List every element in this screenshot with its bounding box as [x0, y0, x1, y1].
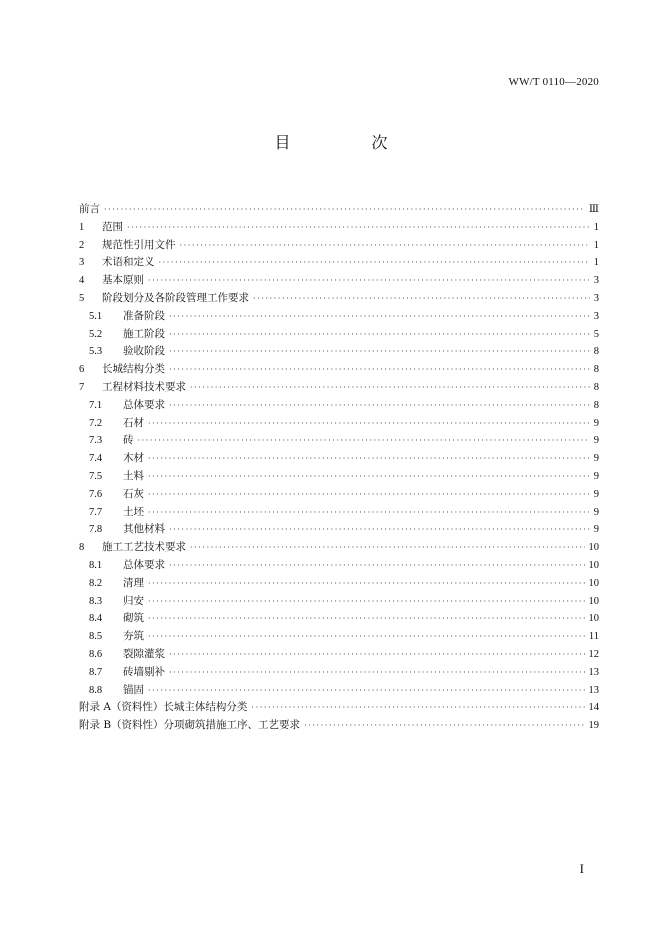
- toc-entry[interactable]: [79, 593, 599, 611]
- toc-entry-label: 总体要求: [123, 398, 165, 411]
- toc-entry-page: 11: [588, 631, 599, 643]
- toc-entry-label: 准备阶段: [123, 309, 165, 322]
- toc-entry-label: 施工工艺技术要求: [102, 541, 186, 554]
- table-of-contents: [79, 201, 599, 735]
- toc-leader-dots: [148, 593, 585, 611]
- toc-entry-number: 1: [79, 221, 85, 233]
- toc-entry[interactable]: [79, 237, 599, 255]
- toc-entry-label: 土坯: [123, 505, 144, 518]
- toc-entry[interactable]: [79, 343, 599, 361]
- toc-entry-number: 7.6: [89, 488, 103, 500]
- toc-entry[interactable]: [79, 397, 599, 415]
- toc-entry-label: 附录 B（资料性）分项砌筑措施工序、工艺要求: [79, 719, 301, 732]
- toc-entry-number: 6: [79, 364, 85, 376]
- toc-leader-dots: [148, 628, 585, 646]
- toc-entry[interactable]: [79, 699, 599, 717]
- toc-entry-label: 长城结构分类: [102, 363, 165, 376]
- toc-entry-label: 验收阶段: [123, 345, 165, 358]
- toc-entry-number: 7: [79, 381, 85, 393]
- toc-leader-dots: [127, 219, 590, 237]
- page-title: 目 次: [274, 133, 426, 152]
- toc-entry-label: 范围: [102, 220, 123, 233]
- toc-leader-dots: [148, 415, 590, 433]
- toc-entry-page: 9: [593, 417, 599, 429]
- toc-entry-page: 5: [593, 328, 599, 340]
- toc-entry-label: 其他材料: [123, 523, 165, 536]
- toc-entry[interactable]: [79, 486, 599, 504]
- toc-leader-dots: [148, 575, 585, 593]
- toc-entry[interactable]: [79, 326, 599, 344]
- toc-entry-number: 8.3: [89, 595, 103, 607]
- toc-entry[interactable]: [79, 201, 599, 219]
- toc-entry-page: 9: [593, 506, 599, 518]
- toc-entry-page: 8: [593, 364, 599, 376]
- toc-entry-number: 8.1: [89, 559, 103, 571]
- toc-leader-dots: [169, 308, 590, 326]
- toc-entry-number: 7.3: [89, 435, 103, 447]
- toc-entry[interactable]: [79, 575, 599, 593]
- toc-leader-dots: [169, 397, 590, 415]
- toc-entry-label: 附录 A（资料性）长城主体结构分类: [79, 701, 248, 714]
- toc-entry-page: 10: [588, 613, 599, 625]
- toc-entry-number: 7.8: [89, 524, 103, 536]
- toc-entry-page: 19: [588, 720, 599, 732]
- toc-entry-page: 10: [588, 595, 599, 607]
- toc-leader-dots: [148, 450, 590, 468]
- toc-leader-dots: [304, 717, 584, 735]
- toc-entry-page: 10: [588, 542, 599, 554]
- toc-entry-page: 3: [593, 275, 599, 287]
- toc-entry[interactable]: [79, 219, 599, 237]
- toc-entry-label: 前言: [79, 203, 100, 215]
- toc-entry-number: 8.5: [89, 631, 103, 643]
- toc-entry[interactable]: [79, 664, 599, 682]
- toc-entry-label: 施工阶段: [123, 327, 165, 340]
- toc-leader-dots: [148, 504, 590, 522]
- toc-entry-label: 术语和定义: [102, 256, 155, 269]
- toc-entry-label: 裂隙灌浆: [123, 647, 165, 660]
- toc-leader-dots: [169, 557, 585, 575]
- toc-entry-page: 9: [593, 470, 599, 482]
- toc-entry-number: 7.5: [89, 470, 103, 482]
- toc-entry[interactable]: [79, 682, 599, 700]
- toc-entry-label: 砖: [123, 434, 134, 447]
- toc-entry-number: 8: [79, 542, 85, 554]
- toc-entry-label: 工程材料技术要求: [102, 380, 186, 393]
- toc-entry-page: 8: [593, 399, 599, 411]
- toc-entry-page: 3: [593, 292, 599, 304]
- toc-entry[interactable]: [79, 415, 599, 433]
- toc-entry-page: 14: [588, 702, 599, 714]
- toc-entry[interactable]: [79, 308, 599, 326]
- toc-leader-dots: [148, 682, 585, 700]
- toc-leader-dots: [169, 361, 590, 379]
- toc-entry-label: 阶段划分及各阶段管理工作要求: [102, 291, 249, 304]
- toc-entry-page: 8: [593, 381, 599, 393]
- toc-leader-dots: [190, 539, 585, 557]
- toc-entry-label: 总体要求: [123, 558, 165, 571]
- toc-entry-page: 10: [588, 559, 599, 571]
- toc-entry-page: 12: [588, 648, 599, 660]
- toc-entry-page: 1: [593, 257, 599, 269]
- toc-entry-page: 1: [593, 221, 599, 233]
- toc-entry-number: 8.4: [89, 613, 103, 625]
- toc-leader-dots: [169, 326, 590, 344]
- toc-entry-label: 基本原则: [102, 274, 144, 287]
- toc-leader-dots: [104, 201, 585, 219]
- toc-entry-page: 9: [593, 435, 599, 447]
- toc-entry[interactable]: [79, 361, 599, 379]
- toc-entry-number: 7.4: [89, 453, 103, 465]
- toc-entry[interactable]: [79, 539, 599, 557]
- toc-entry[interactable]: [79, 379, 599, 397]
- toc-entry-number: 5.2: [89, 328, 103, 340]
- toc-leader-dots: [159, 254, 590, 272]
- toc-leader-dots: [253, 290, 590, 308]
- toc-entry[interactable]: [79, 450, 599, 468]
- toc-entry-number: 3: [79, 257, 85, 269]
- toc-entry-label: 清理: [123, 576, 144, 589]
- toc-entry-label: 石材: [123, 416, 144, 429]
- toc-entry-label: 石灰: [123, 487, 144, 500]
- toc-entry-label: 砌筑: [123, 612, 144, 625]
- toc-entry[interactable]: [79, 610, 599, 628]
- toc-entry-number: 7.2: [89, 417, 103, 429]
- toc-leader-dots: [169, 664, 585, 682]
- toc-leader-dots: [190, 379, 590, 397]
- toc-entry-page: 13: [588, 666, 599, 678]
- toc-entry-label: 规范性引用文件: [102, 238, 176, 251]
- toc-entry[interactable]: [79, 432, 599, 450]
- toc-entry-number: 5.1: [89, 310, 103, 322]
- toc-entry-label: 归安: [123, 594, 144, 607]
- toc-entry[interactable]: [79, 628, 599, 646]
- toc-leader-dots: [148, 468, 590, 486]
- toc-entry-number: 8.7: [89, 666, 103, 678]
- toc-leader-dots: [138, 432, 590, 450]
- toc-entry-number: 5.3: [89, 346, 103, 358]
- toc-entry-page: 9: [593, 524, 599, 536]
- toc-entry-page: Ⅲ: [588, 204, 599, 215]
- toc-leader-dots: [180, 237, 590, 255]
- toc-leader-dots: [169, 646, 585, 664]
- toc-leader-dots: [148, 272, 590, 290]
- toc-leader-dots: [148, 486, 590, 504]
- toc-leader-dots: [148, 610, 585, 628]
- toc-entry[interactable]: [79, 717, 599, 735]
- toc-entry-number: 2: [79, 239, 85, 251]
- toc-entry[interactable]: [79, 521, 599, 539]
- toc-entry-page: 8: [593, 346, 599, 358]
- toc-entry[interactable]: [79, 557, 599, 575]
- toc-leader-dots: [251, 699, 584, 717]
- toc-entry-page: 13: [588, 684, 599, 696]
- toc-entry-number: 7.1: [89, 399, 103, 411]
- toc-entry-number: 8.2: [89, 577, 103, 589]
- toc-entry[interactable]: [79, 468, 599, 486]
- toc-entry-label: 锚固: [123, 683, 144, 696]
- toc-entry-number: 8.8: [89, 684, 103, 696]
- toc-entry-number: 5: [79, 292, 85, 304]
- toc-entry-page: 9: [593, 453, 599, 465]
- toc-entry[interactable]: [79, 272, 599, 290]
- standard-code: WW/T 0110—2020: [508, 76, 599, 88]
- toc-entry-label: 夯筑: [123, 630, 144, 643]
- toc-entry[interactable]: [79, 254, 599, 272]
- toc-entry-label: 土料: [123, 469, 144, 482]
- toc-entry-page: 3: [593, 310, 599, 322]
- toc-entry-page: 9: [593, 488, 599, 500]
- toc-entry-page: 1: [593, 239, 599, 251]
- toc-entry-number: 7.7: [89, 506, 103, 518]
- toc-entry-label: 砖墙剔补: [123, 665, 165, 678]
- toc-entry[interactable]: [79, 290, 599, 308]
- toc-entry-number: 8.6: [89, 648, 103, 660]
- toc-entry[interactable]: [79, 504, 599, 522]
- toc-leader-dots: [169, 521, 590, 539]
- toc-entry[interactable]: [79, 646, 599, 664]
- toc-entry-number: 4: [79, 275, 85, 287]
- toc-leader-dots: [169, 343, 590, 361]
- toc-entry-label: 木材: [123, 452, 144, 465]
- toc-entry-page: 10: [588, 577, 599, 589]
- page-number: I: [579, 861, 584, 876]
